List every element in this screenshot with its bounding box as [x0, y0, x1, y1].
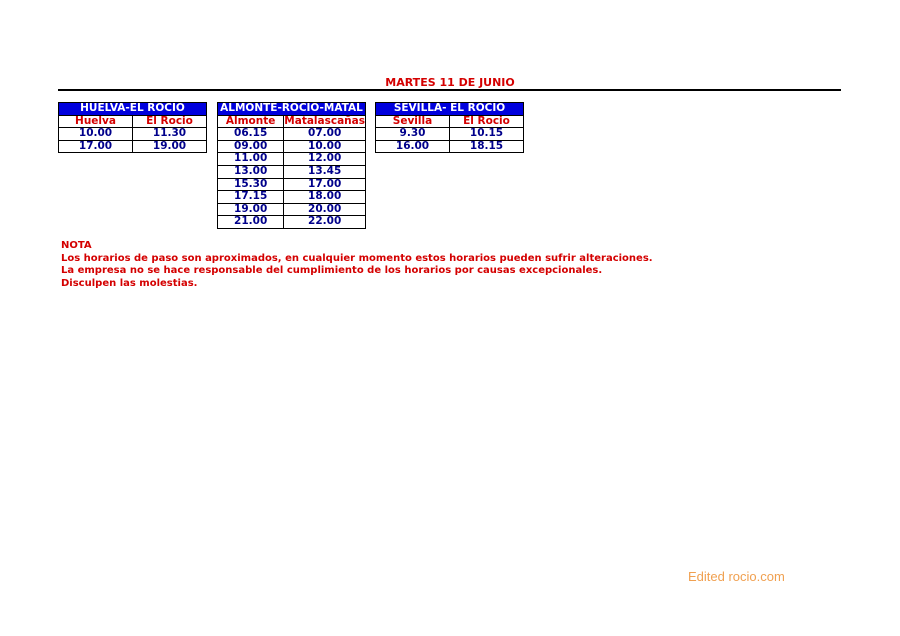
departure-time: 10.00 — [59, 128, 133, 141]
table-header-row — [376, 103, 524, 116]
arrival-time: 12.00 — [284, 153, 366, 166]
table-row — [376, 140, 524, 153]
departure-time: 21.00 — [218, 216, 284, 229]
timetable-huelva-el-rocio — [58, 102, 207, 153]
arrival-time: 22.00 — [284, 216, 366, 229]
title-divider — [58, 89, 841, 91]
departure-time: 17.15 — [218, 191, 284, 204]
arrival-time: 18.00 — [284, 191, 366, 204]
column-header: Sevilla — [376, 115, 450, 128]
note-line: La empresa no se hace responsable del cumplimiento de los horarios por causas excepcionales. — [61, 265, 603, 276]
departure-time: 16.00 — [376, 140, 450, 153]
table-row — [218, 165, 366, 178]
note-heading: NOTA — [61, 240, 92, 251]
route-header: ALMONTE-ROCIO-MATAL — [218, 103, 366, 116]
column-header-row — [59, 115, 207, 128]
table-row — [218, 191, 366, 204]
departure-time: 19.00 — [218, 203, 284, 216]
arrival-time: 19.00 — [133, 140, 207, 153]
note-line: Disculpen las molestias. — [61, 277, 198, 289]
table-row — [218, 178, 366, 191]
departure-time: 15.30 — [218, 178, 284, 191]
page-title: MARTES 11 DE JUNIO — [385, 76, 515, 89]
note-block — [61, 240, 653, 290]
departure-time: 09.00 — [218, 140, 284, 153]
departure-time: 11.00 — [218, 153, 284, 166]
departure-time: 06.15 — [218, 128, 284, 141]
departure-time: 9.30 — [376, 128, 450, 141]
table-row — [59, 128, 207, 141]
timetable-almonte-rocio-matalascanas — [217, 102, 366, 229]
column-header: Matalascañas — [284, 114, 365, 127]
arrival-time: 11.30 — [133, 128, 207, 141]
arrival-time: 07.00 — [284, 128, 366, 141]
table-row — [218, 140, 366, 153]
column-header-row — [376, 115, 524, 128]
arrival-time: 13.45 — [284, 165, 366, 178]
timetable-sevilla-el-rocio — [375, 102, 524, 153]
watermark-text: Edited rocio.com — [688, 569, 785, 584]
table-row — [218, 203, 366, 216]
column-header: Almonte — [218, 115, 284, 128]
note-line: Los horarios de paso son aproximados, en cualquier momento estos horarios pueden sufrir alteraciones. — [61, 252, 653, 264]
column-header: El Rocio — [450, 115, 524, 128]
column-header-row — [218, 115, 366, 128]
arrival-time: 17.00 — [284, 178, 366, 191]
column-header: Huelva — [59, 115, 133, 128]
departure-time: 17.00 — [59, 140, 133, 153]
departure-time: 13.00 — [218, 165, 284, 178]
table-row — [376, 128, 524, 141]
table-row — [218, 153, 366, 166]
table-row — [59, 140, 207, 153]
route-header: SEVILLA- EL ROCIO — [376, 103, 524, 116]
table-row — [218, 216, 366, 229]
table-row — [218, 128, 366, 141]
route-header: HUELVA-EL ROCIO — [59, 103, 207, 116]
arrival-time: 10.00 — [284, 140, 366, 153]
column-header: El Rocio — [133, 115, 207, 128]
arrival-time: 18.15 — [450, 140, 524, 153]
table-header-row — [218, 103, 366, 116]
arrival-time: 10.15 — [450, 128, 524, 141]
table-header-row — [59, 103, 207, 116]
arrival-time: 20.00 — [284, 203, 366, 216]
